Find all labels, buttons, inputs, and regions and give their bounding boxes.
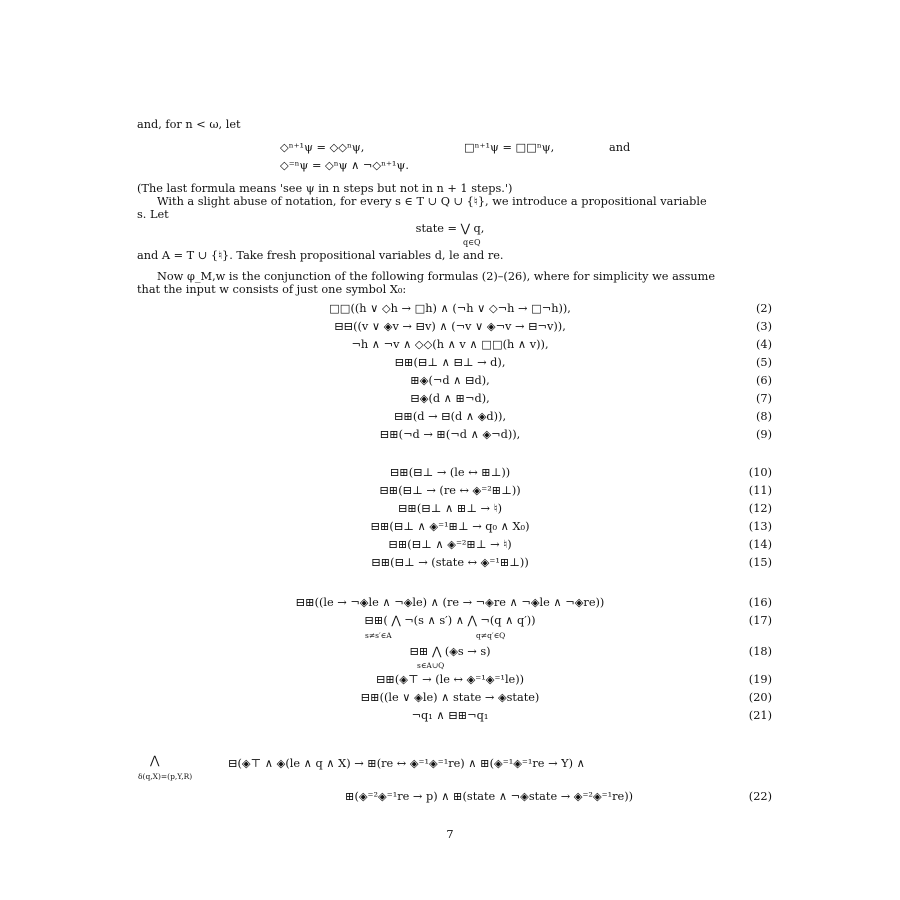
formula-number: (15) [748, 556, 772, 569]
formula-22-bigwedge: ⋀ [150, 754, 160, 767]
formula-number: (2) [755, 302, 772, 315]
formula-number: (21) [748, 709, 772, 722]
formula-number: (5) [755, 356, 772, 369]
formula-number: (19) [748, 673, 772, 686]
formula-text: ⊟⊞( ⋀ ¬(s ∧ s′) ∧ ⋀ ¬(q ∧ q′)) [364, 614, 536, 627]
formula-22-line2: ⊞(◈⁼²◈⁼¹re → p) ∧ ⊞(state ∧ ¬◈state → ◈⁼²◈⁼¹re)) [345, 790, 634, 803]
para-now-2: that the input w consists of just one symbol X₀: [137, 283, 407, 296]
formula-number: (3) [755, 320, 772, 333]
page-number: 7 [446, 828, 454, 841]
alphabet-line: and A = T ∪ {♮}. Take fresh propositional variables d, le and re. [137, 249, 504, 262]
bigwedge-subscript: q≠q′∈Q [476, 631, 506, 640]
formula-text: ⊟⊞(⊟⊥ → (le ↔ ⊞⊥)) [389, 466, 511, 479]
para-abuse-1: With a slight abuse of notation, for every s ∈ T ∪ Q ∪ {♮}, we introduce a propositional variable [157, 195, 707, 208]
formula-number: (6) [755, 374, 772, 387]
formula-number: (12) [748, 502, 772, 515]
formula-22-subscript: δ(q,X)=(p,Y,R) [138, 772, 193, 781]
formula-number: (13) [748, 520, 772, 533]
formula-text: ¬q₁ ∧ ⊟⊞¬q₁ [411, 709, 489, 722]
formula-number: (10) [748, 466, 772, 479]
para-abuse-2: s. Let [137, 208, 169, 221]
def-box-next: □ⁿ⁺¹ψ = □□ⁿψ, [464, 141, 555, 154]
formula-text: ⊟◈(d ∧ ⊞¬d), [410, 392, 490, 405]
formula-number: (4) [755, 338, 772, 351]
formula-text: ⊟⊞((le ∨ ◈le) ∧ state → ◈state) [360, 691, 540, 704]
formula-text: ⊟⊞(⊟⊥ → (state ↔ ◈⁼¹⊞⊥)) [371, 556, 529, 569]
formula-text: ⊟⊟((v ∨ ◈v → ⊟v) ∧ (¬v ∨ ◈¬v → ⊟¬v)), [334, 320, 566, 333]
formula-text: ⊟⊞(⊟⊥ ∧ ◈⁼¹⊞⊥ → q₀ ∧ X₀) [370, 520, 530, 533]
def-and: and [609, 141, 631, 154]
formula-text: ⊟⊞(⊟⊥ → (re ↔ ◈⁼²⊞⊥)) [379, 484, 521, 497]
formula-text: ⊟⊞(d → ⊟(d ∧ ◈d)), [393, 410, 507, 423]
formula-number: (16) [748, 596, 772, 609]
formula-number: (14) [748, 538, 772, 551]
formula-text: ⊟⊞(◈⊤ → (le ↔ ◈⁼¹◈⁼¹le)) [375, 673, 525, 686]
formula-number: (18) [748, 645, 772, 658]
formula-number: (11) [748, 484, 772, 497]
formula-22-line1: ⊟(◈⊤ ∧ ◈(le ∧ q ∧ X) → ⊞(re ↔ ◈⁼¹◈⁼¹re) ∧ ⊞(◈⁼¹◈⁼¹re → Y) ∧ [228, 757, 585, 770]
bigwedge-subscript: s∈A∪Q [417, 661, 445, 670]
intro-line: and, for n < ω, let [137, 118, 241, 131]
formula-text: ⊟⊞(⊟⊥ ∧ ⊞⊥ → ♮) [397, 502, 503, 515]
formula-text: ⊟⊞(⊟⊥ ∧ ◈⁼²⊞⊥ → ♮) [388, 538, 512, 551]
def-exact: ◇⁼ⁿψ = ◇ⁿψ ∧ ¬◇ⁿ⁺¹ψ. [280, 159, 409, 172]
formula-text: ⊟⊞((le → ¬◈le ∧ ¬◈le) ∧ (re → ¬◈re ∧ ¬◈le ∧ ¬◈re)) [295, 596, 605, 609]
bigwedge-subscript: s≠s′∈A [365, 631, 392, 640]
formula-text: □□((h ∨ ◇h → □h) ∧ (¬h ∨ ◇¬h → □¬h)), [329, 302, 571, 315]
def-diamond-next: ◇ⁿ⁺¹ψ = ◇◇ⁿψ, [280, 141, 365, 154]
para-now-1: Now φ_M,w is the conjunction of the following formulas (2)–(26), where for simplicity we assume [157, 270, 716, 283]
formula-text: ⊞◈(¬d ∧ ⊟d), [410, 374, 490, 387]
formula-number: (8) [755, 410, 772, 423]
formula-number: (17) [748, 614, 772, 627]
formula-text: ⊟⊞ ⋀ (◈s → s) [409, 645, 491, 658]
formula-text: ⊟⊞(¬d → ⊞(¬d ∧ ◈¬d)), [379, 428, 521, 441]
state-def-subscript: q∈Q [463, 238, 481, 247]
formula-22-number: (22) [748, 790, 772, 803]
formula-number: (9) [755, 428, 772, 441]
state-def: state = ⋁ q, [415, 222, 485, 235]
formula-number: (7) [755, 392, 772, 405]
formula-number: (20) [748, 691, 772, 704]
note-line: (The last formula means 'see ψ in n steps but not in n + 1 steps.') [137, 182, 513, 195]
formula-text: ¬h ∧ ¬v ∧ ◇◇(h ∧ v ∧ □□(h ∧ v)), [351, 338, 549, 351]
formula-text: ⊟⊞(⊟⊥ ∧ ⊟⊥ → d), [394, 356, 506, 369]
